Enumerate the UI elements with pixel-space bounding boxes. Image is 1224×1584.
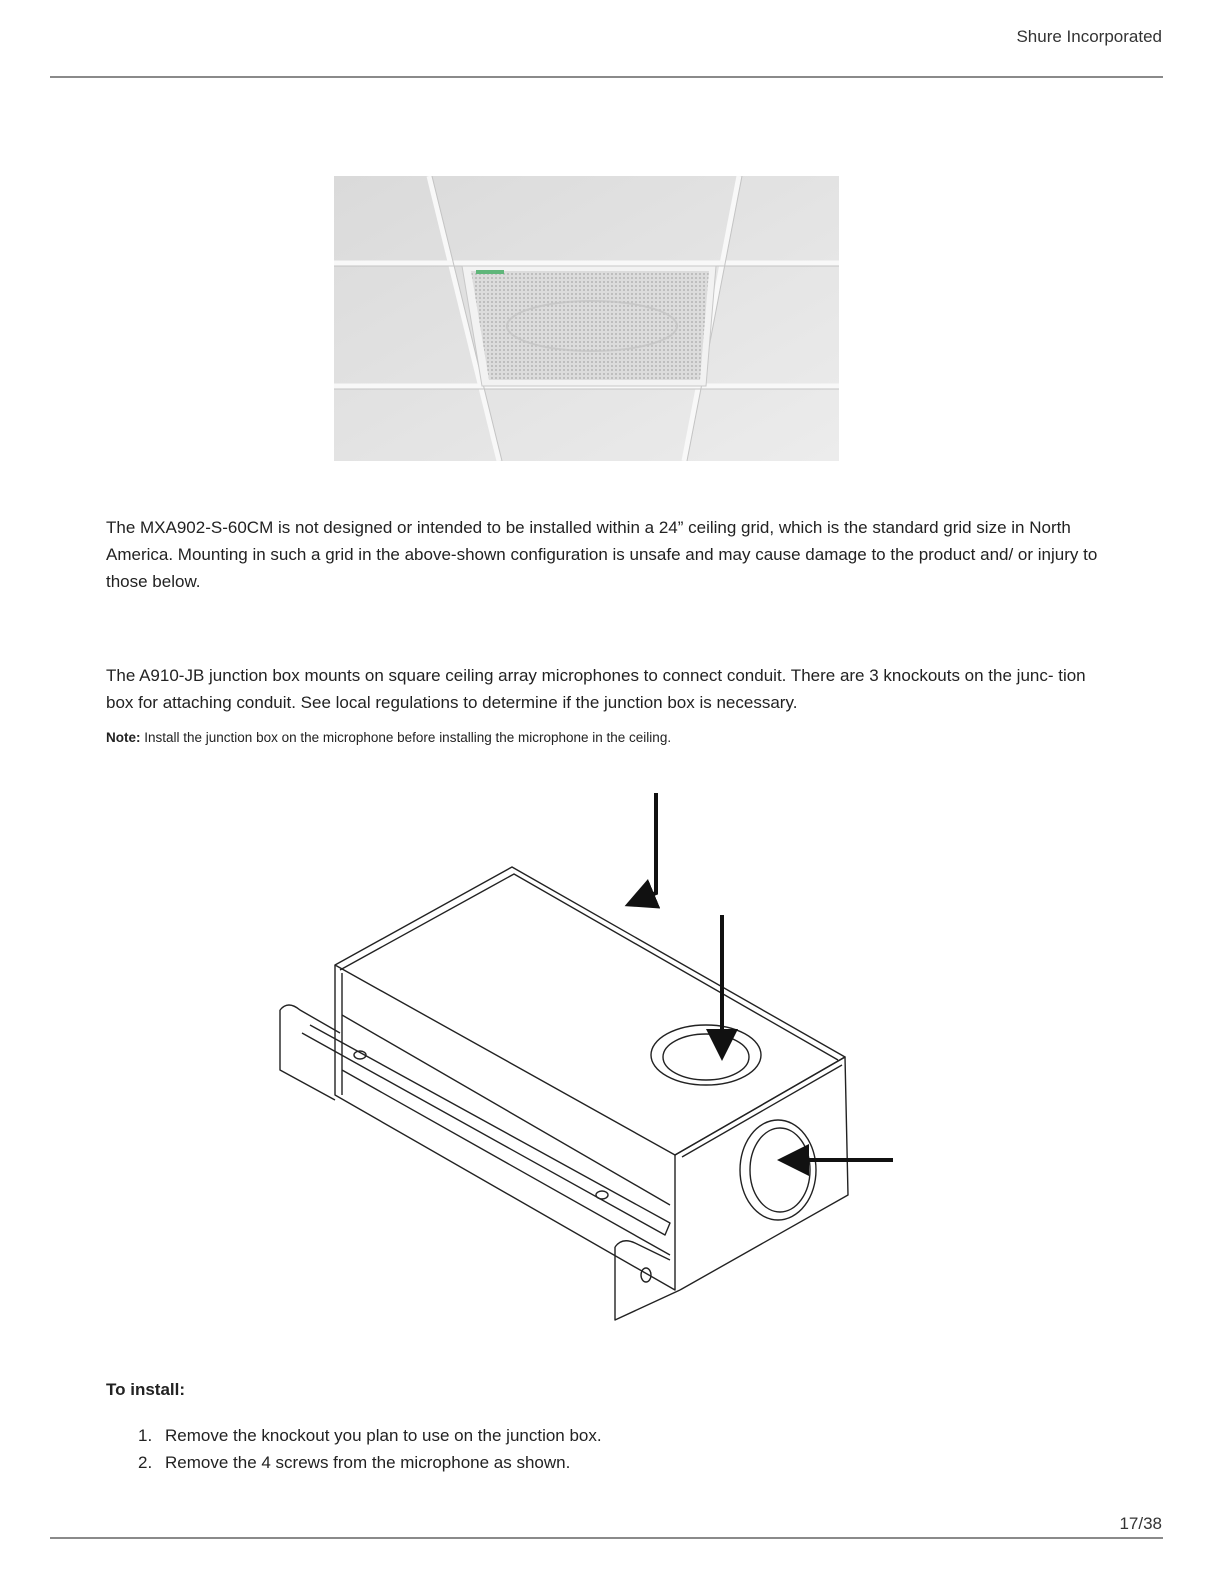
- step-text: Remove the 4 screws from the microphone as shown.: [165, 1453, 571, 1472]
- page-number: 17/38: [1119, 1514, 1162, 1533]
- paragraph-ceiling-grid-warning: The MXA902-S-60CM is not designed or intended to be installed within a 24” ceiling grid, which is the standard grid size in North America. Mounting in such a grid in the above-shown configuration is unsafe and may cause damage to the product and/ or injury to those below.: [106, 518, 1098, 591]
- list-item: [138, 1449, 602, 1476]
- junction-box-diagram: [250, 785, 930, 1330]
- paragraph-junction-box: The A910-JB junction box mounts on square ceiling array microphones to connect conduit. There are 3 knockouts on the junc- tion box for attaching conduit. See local regulations to determine if the junction box is necessary.: [106, 666, 1086, 712]
- install-heading: To install:: [106, 1380, 186, 1399]
- note-label: Note:: [106, 730, 141, 745]
- ceiling-grid-photo: [334, 176, 839, 461]
- install-steps: [138, 1422, 602, 1476]
- list-item: [138, 1422, 602, 1449]
- step-number: 1.: [138, 1426, 153, 1445]
- header-rule: [50, 76, 1163, 78]
- step-number: 2.: [138, 1453, 153, 1472]
- footer-rule: [50, 1537, 1163, 1539]
- step-text: Remove the knockout you plan to use on the junction box.: [165, 1426, 602, 1445]
- note: [106, 730, 671, 745]
- note-text: Install the junction box on the microphone before installing the microphone in the ceiling.: [140, 730, 672, 745]
- header-company: Shure Incorporated: [1016, 27, 1162, 46]
